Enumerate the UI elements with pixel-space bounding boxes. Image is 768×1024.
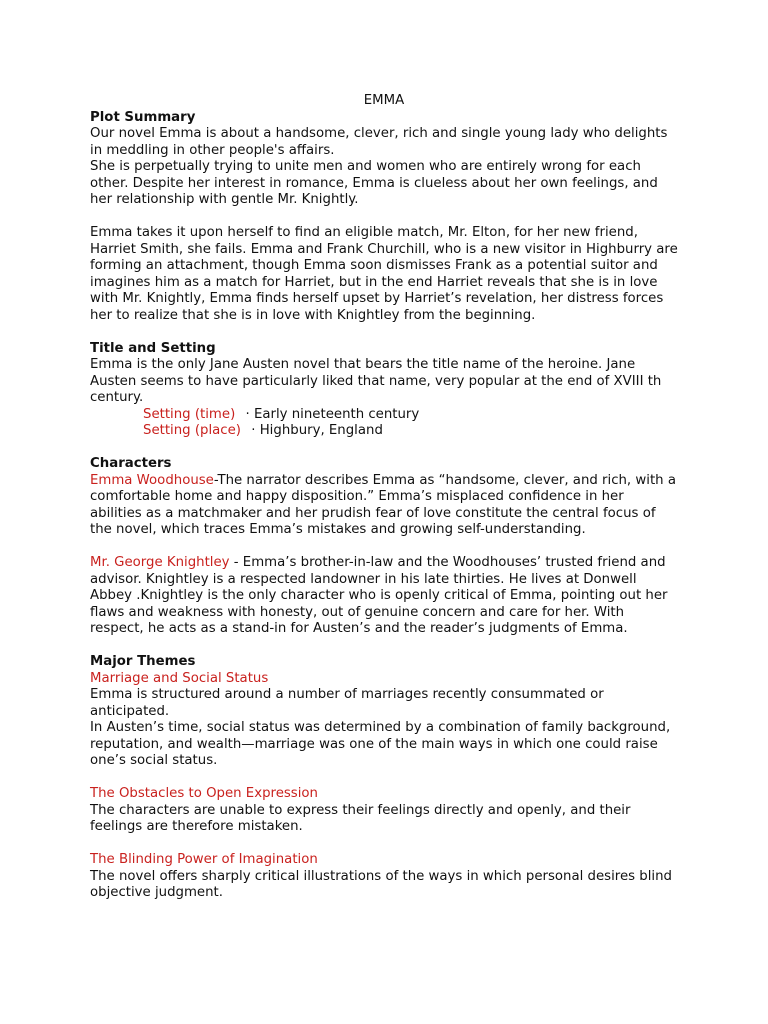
title-setting-heading: Title and Setting bbox=[90, 340, 216, 356]
plot-summary-heading: Plot Summary bbox=[90, 109, 196, 125]
plot-paragraph-1: Our novel Emma is about a handsome, clever, rich and single young lady who delights in meddling in other people's affairs. bbox=[90, 126, 668, 158]
spacer bbox=[90, 836, 678, 853]
setting-time-value: · Early nineteenth century bbox=[245, 406, 420, 422]
spacer bbox=[90, 539, 678, 556]
spacer bbox=[90, 770, 678, 787]
plot-paragraph-3: Emma takes it upon herself to find an eligible match, Mr. Elton, for her new friend, Harriet Smith, she fails. Emma and Frank Churchill, who is a new visitor in Highburry are forming an attachment, though Emma soon dismisses Frank as a potential suitor and imagines him as a match for Harriet, but in the end Harriet reveals that she is in love with Mr. Knightly, Emma finds herself upset by Harriet’s revelation, her distress forces her to realize that she is in love with Knightley from the beginning. bbox=[90, 225, 678, 323]
theme-3-paragraph-1: The novel offers sharply critical illustrations of the ways in which personal desires blind objective judgment. bbox=[90, 868, 672, 900]
spacer bbox=[90, 440, 678, 457]
theme-1-title: Marriage and Social Status bbox=[90, 670, 269, 686]
theme-2-paragraph-1: The characters are unable to express their feelings directly and openly, and their feelings are therefore mistaken. bbox=[90, 802, 631, 834]
character-knightley-name: Mr. George Knightley bbox=[90, 555, 230, 570]
character-emma-description: -The narrator describes Emma as “handsome, clever, and rich, with a comfortable home and happy disposition.” Emma’s misplaced confidence in her abilities as a matchmaker and her prudish fear of love constitute the central focus of the novel, which traces Emma’s mistakes and growing self-understanding. bbox=[90, 472, 676, 537]
characters-heading: Characters bbox=[90, 456, 172, 471]
spacer bbox=[90, 209, 678, 226]
document-title: EMMA bbox=[363, 93, 405, 108]
title-setting-paragraph: Emma is the only Jane Austen novel that bears the title name of the heroine. Jane Austen seems to have particularly liked that name, very popular at the end of XVIII th century. bbox=[90, 357, 662, 405]
character-emma bbox=[90, 473, 678, 539]
character-knightley bbox=[90, 555, 678, 638]
setting-place-label: Setting (place) bbox=[143, 423, 241, 438]
setting-time-label: Setting (time) bbox=[143, 406, 236, 422]
spacer bbox=[90, 324, 678, 341]
major-themes-heading: Major Themes bbox=[90, 654, 196, 669]
setting-place-line bbox=[90, 423, 678, 440]
setting-place-value: · Highbury, England bbox=[251, 423, 383, 438]
theme-1-paragraph-1: Emma is structured around a number of marriages recently consummated or anticipated. bbox=[90, 687, 604, 719]
theme-2-title: The Obstacles to Open Expression bbox=[90, 786, 318, 801]
setting-time-line bbox=[90, 407, 678, 424]
theme-1-paragraph-2: In Austen’s time, social status was determined by a combination of family background, reputation, and wealth—marriage was one of the main ways in which one could raise one’s social status. bbox=[90, 720, 671, 768]
spacer bbox=[90, 638, 678, 655]
theme-3-title: The Blinding Power of Imagination bbox=[90, 852, 318, 867]
character-emma-name: Emma Woodhouse bbox=[90, 472, 214, 488]
character-knightley-description: - Emma’s brother-in-law and the Woodhouses’ trusted friend and advisor. Knightley is a respected landowner in his late thirties. He lives at Donwell Abbey .Knightley is the only character who is openly critical of Emma, pointing out her flaws and weakness with honesty, out of genuine concern and care for her. With respect, he acts as a stand-in for Austen’s and the reader’s judgments of Emma. bbox=[90, 555, 668, 636]
plot-paragraph-2: She is perpetually trying to unite men and women who are entirely wrong for each other. Despite her interest in romance, Emma is clueless about her own feelings, and her relationship with gentle Mr. Knightly. bbox=[90, 159, 658, 207]
